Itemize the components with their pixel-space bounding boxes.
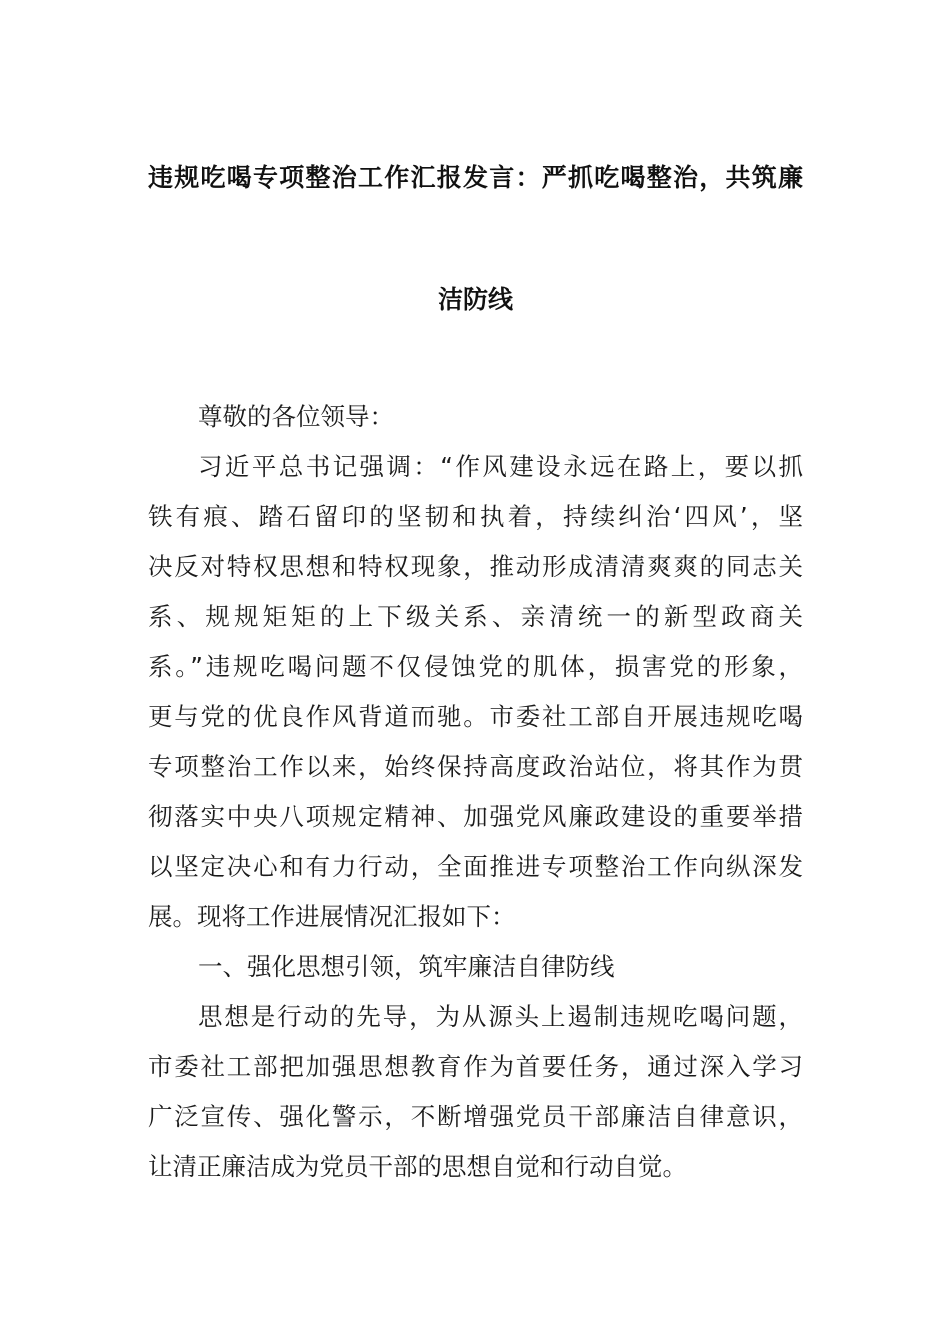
body-line: 系。”违规吃喝问题不仅侵蚀党的肌体，损害党的形象， xyxy=(148,652,803,681)
document-title-line-1: 违规吃喝专项整治工作汇报发言：严抓吃喝整治，共筑廉 xyxy=(148,163,803,192)
body-line: 市委社工部把加强思想教育作为首要任务，通过深入学习 xyxy=(148,1052,803,1081)
body-line: 更与党的优良作风背道而驰。市委社工部自开展违规吃喝 xyxy=(148,702,803,731)
document-body xyxy=(148,392,803,1192)
body-line: 决反对特权思想和特权现象，推动形成清清爽爽的同志关 xyxy=(148,552,803,581)
body-line: 系、规规矩矩的上下级关系、亲清统一的新型政商关 xyxy=(148,602,803,631)
salutation: 尊敬的各位领导： xyxy=(198,402,394,431)
document-title-line-2: 洁防线 xyxy=(437,285,513,314)
body-line: 让清正廉洁成为党员干部的思想自觉和行动自觉。 xyxy=(148,1152,687,1181)
body-line: 展。现将工作进展情况汇报如下： xyxy=(148,902,516,931)
body-line: 习近平总书记强调：“作风建设永远在路上，要以抓 xyxy=(198,452,803,481)
body-line: 彻落实中央八项规定精神、加强党风廉政建设的重要举措 xyxy=(148,802,803,831)
body-line: 广泛宣传、强化警示，不断增强党员干部廉洁自律意识， xyxy=(148,1102,803,1131)
body-line: 专项整治工作以来，始终保持高度政治站位，将其作为贯 xyxy=(148,752,803,781)
body-line: 思想是行动的先导，为从源头上遏制违规吃喝问题， xyxy=(198,1002,803,1031)
section-heading: 一、强化思想引领，筑牢廉洁自律防线 xyxy=(198,952,615,981)
body-line: 铁有痕、踏石留印的坚韧和执着，持续纠治‘四风’，坚 xyxy=(148,502,803,531)
body-line: 以坚定决心和有力行动，全面推进专项整治工作向纵深发 xyxy=(148,852,803,881)
